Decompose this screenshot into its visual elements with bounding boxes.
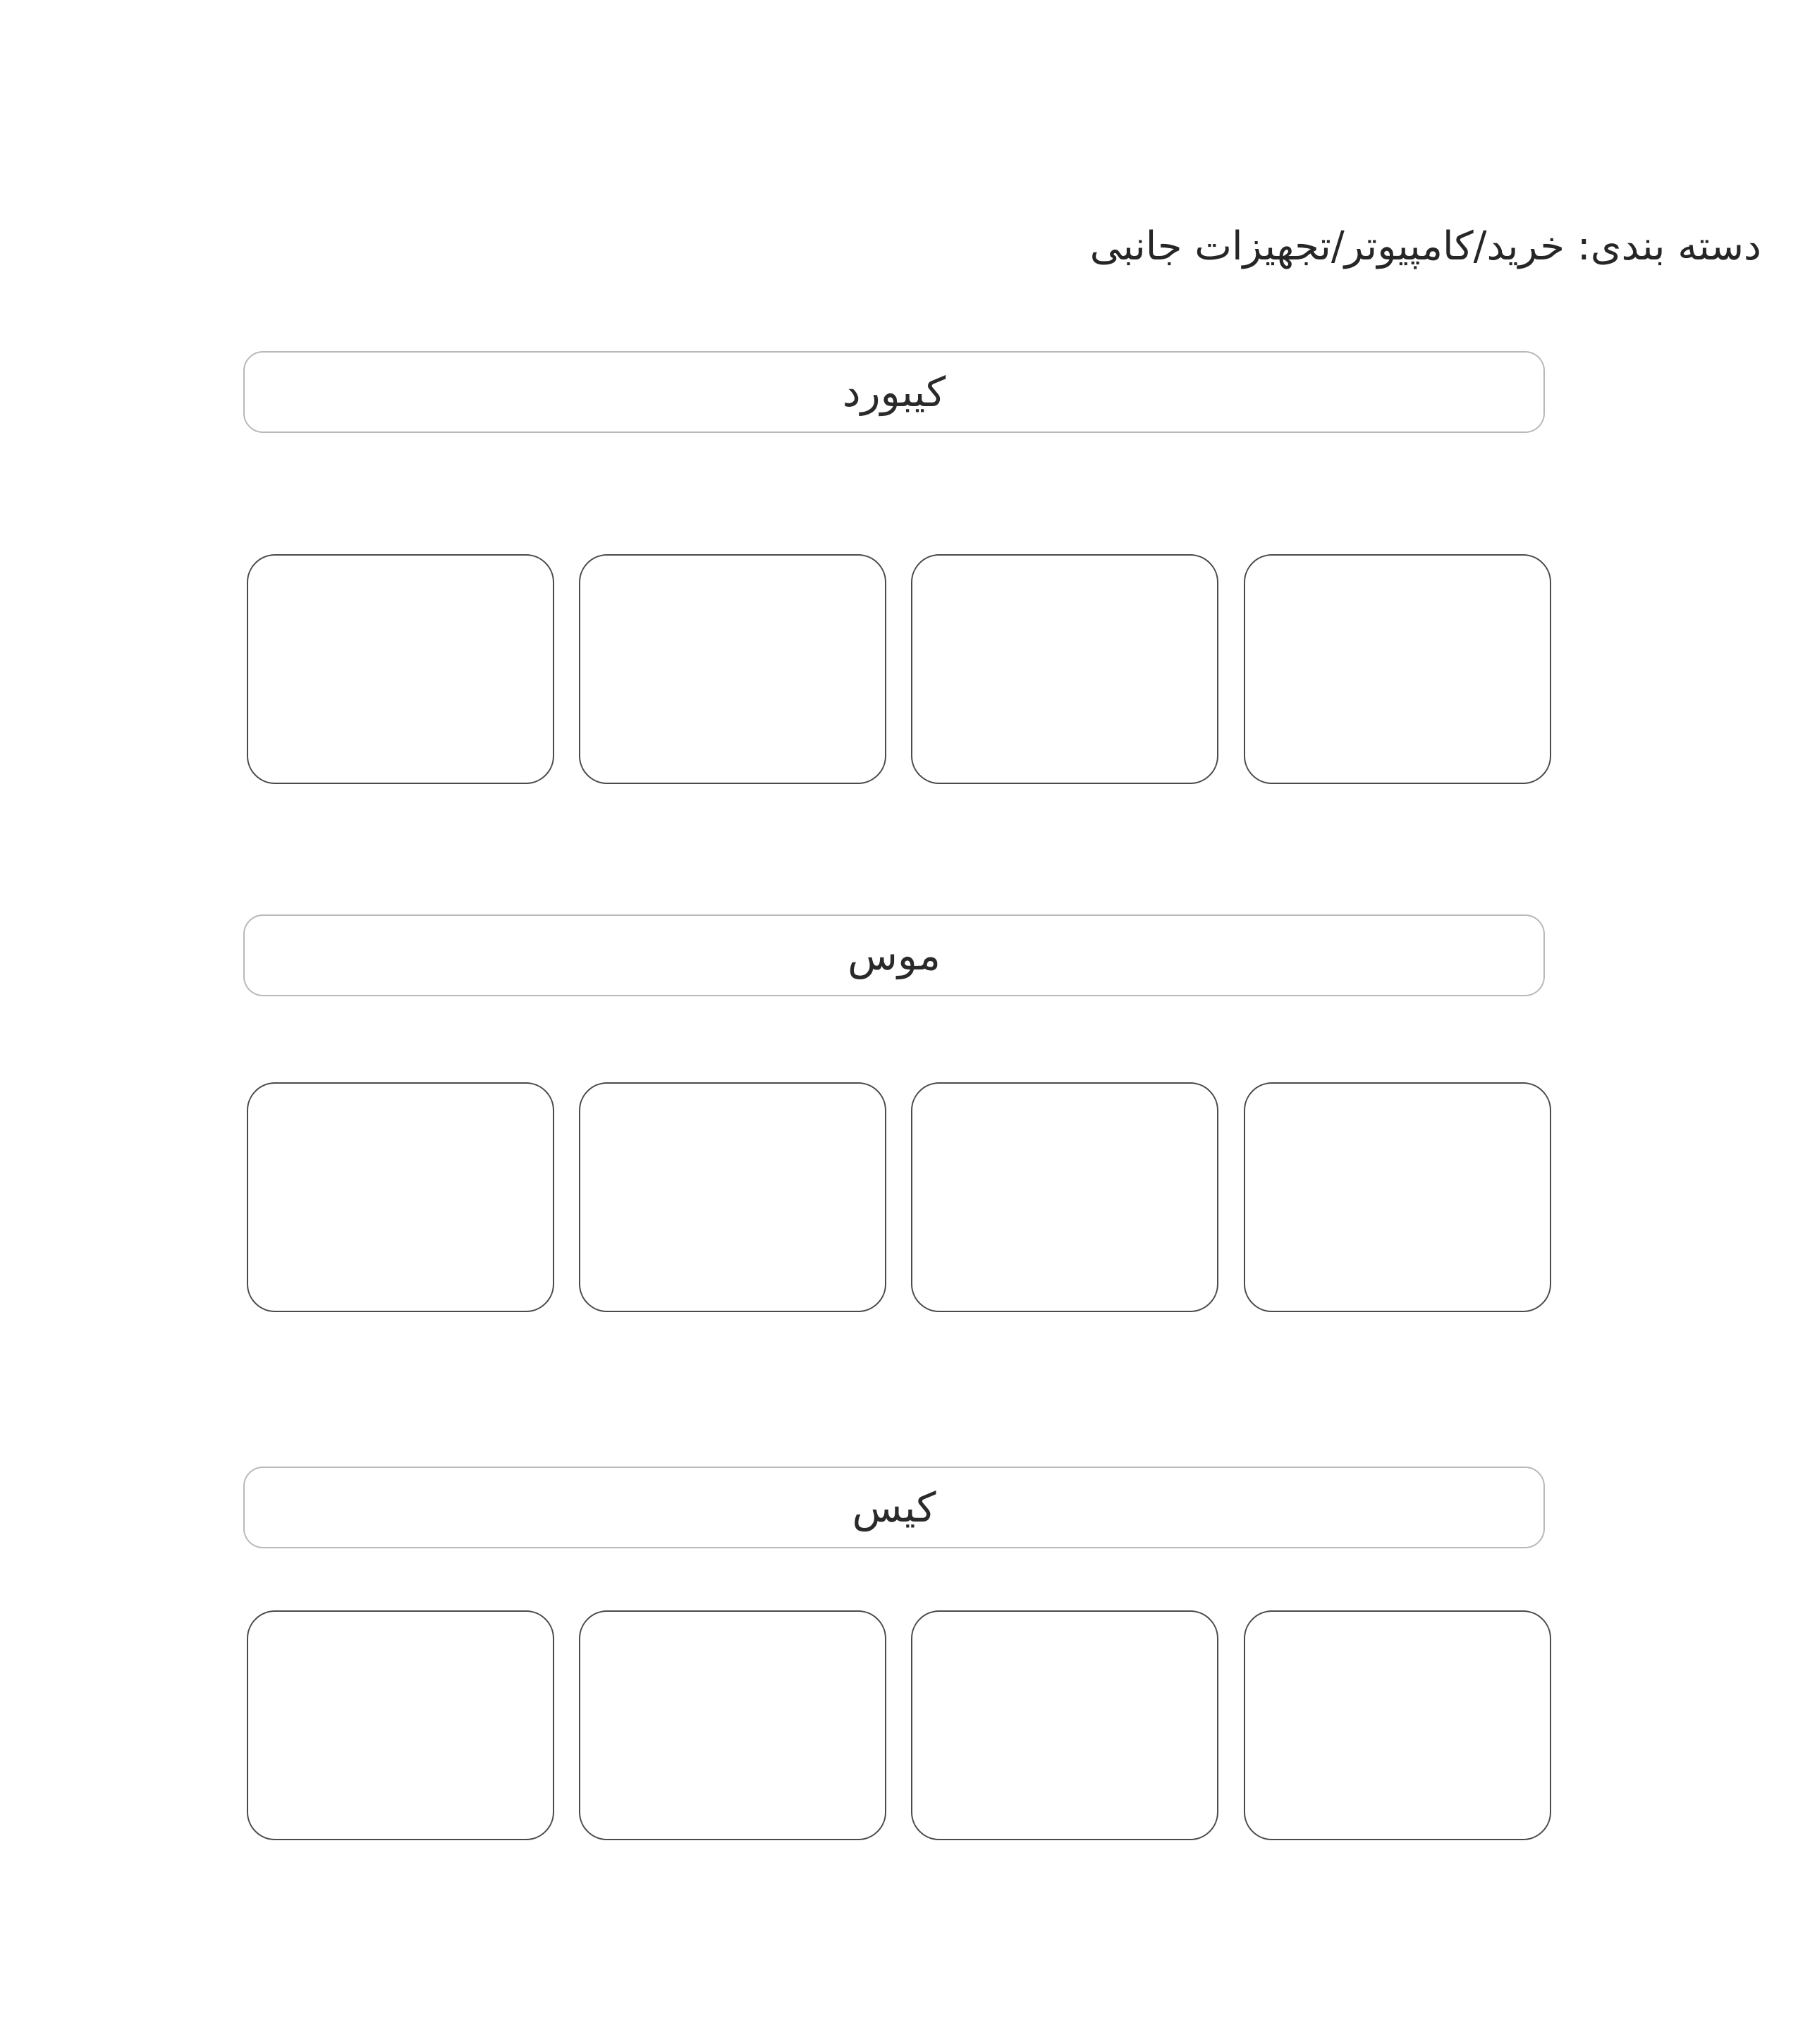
product-row-case — [247, 1610, 1551, 1840]
section-header-keyboard[interactable]: کیبورد — [243, 351, 1545, 433]
product-card[interactable] — [579, 1082, 886, 1312]
section-header-case[interactable]: کیس — [243, 1467, 1545, 1548]
product-card[interactable] — [911, 1082, 1218, 1312]
product-card[interactable] — [579, 554, 886, 784]
product-card[interactable] — [247, 1082, 554, 1312]
product-card[interactable] — [1244, 1610, 1551, 1840]
product-card[interactable] — [911, 554, 1218, 784]
section-header-mouse[interactable]: موس — [243, 914, 1545, 996]
breadcrumb: دسته بندی: خرید/کامپیوتر/تجهیزات جانبی — [1089, 224, 1761, 269]
product-row-mouse — [247, 1082, 1551, 1312]
product-card[interactable] — [247, 1610, 554, 1840]
product-card[interactable] — [247, 554, 554, 784]
product-card[interactable] — [911, 1610, 1218, 1840]
product-card[interactable] — [1244, 1082, 1551, 1312]
product-card[interactable] — [1244, 554, 1551, 784]
product-row-keyboard — [247, 554, 1551, 784]
product-card[interactable] — [579, 1610, 886, 1840]
